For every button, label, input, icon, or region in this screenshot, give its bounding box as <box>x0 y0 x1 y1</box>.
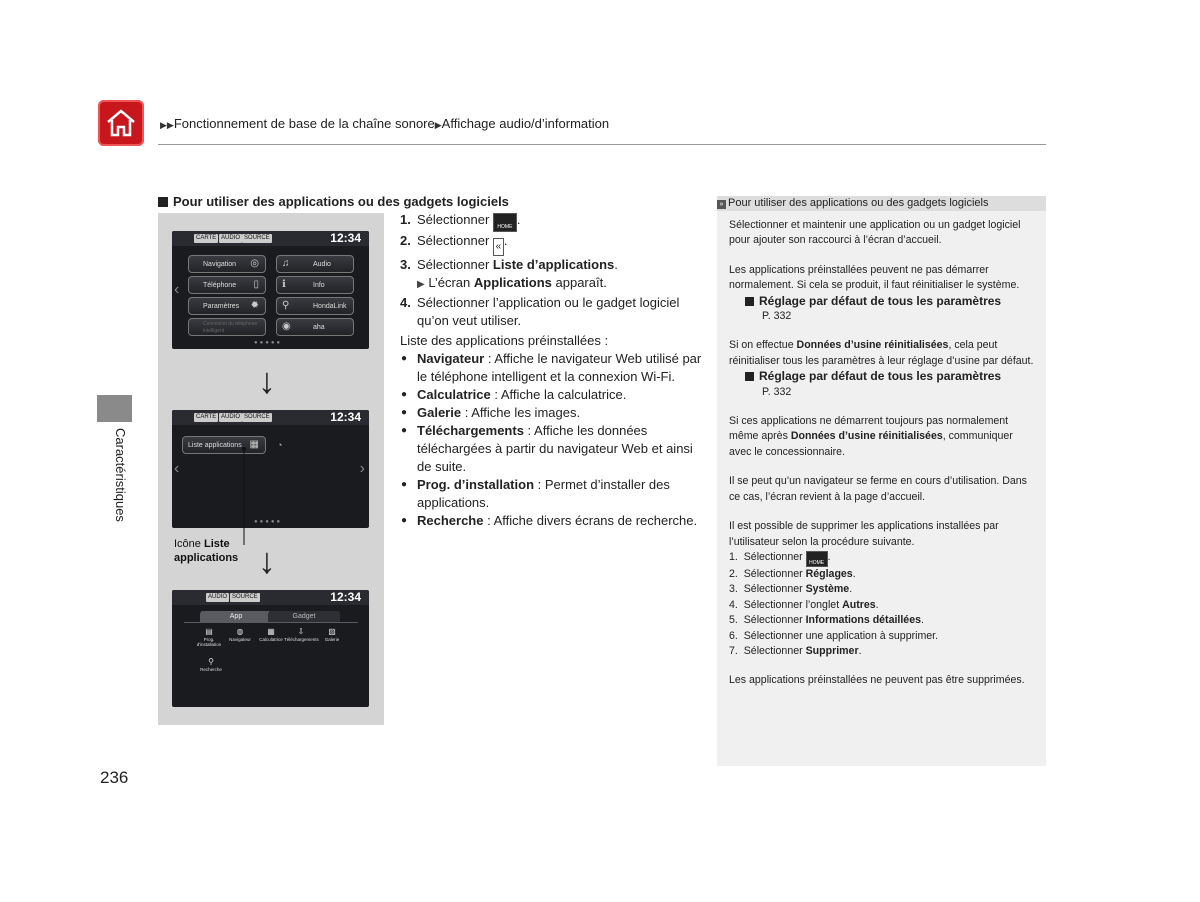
note-marker-icon: » <box>717 200 726 209</box>
aha-icon: ◉ <box>282 321 291 332</box>
apps-bullet-list <box>400 350 705 530</box>
cross-reference-page[interactable]: P. 332 <box>762 385 792 398</box>
home-screen-image <box>172 231 369 349</box>
breadcrumb <box>160 116 609 131</box>
home-button[interactable] <box>98 100 144 146</box>
cross-reference-page[interactable]: P. 332 <box>762 310 792 323</box>
apps-grid-icon: ▦ <box>249 439 259 450</box>
note-paragraph: Si ces applications ne démarrent toujours pas normalement même après Données d’usine réinitialisées, communiquer avec le concessionnaire. <box>729 415 1013 458</box>
chevron-left-icon: ‹ <box>174 460 180 477</box>
list-item: ● Galerie : Affiche les images. <box>400 404 705 422</box>
down-arrow-icon: ↓ <box>258 360 276 401</box>
header-divider <box>158 144 1046 145</box>
list-item: 4. Sélectionner l’onglet Autres. <box>729 598 879 611</box>
clock: 12:34 <box>330 231 361 245</box>
tab-app: App <box>200 611 272 622</box>
download-icon: ⇩ <box>297 627 305 636</box>
list-item: 2. Sélectionner Réglages. <box>729 567 856 580</box>
calculator-icon: ▦ <box>267 627 275 636</box>
source-button: SOURCE <box>244 235 270 241</box>
menu-parametres: Paramètres ✹ <box>188 297 266 315</box>
menu-info: ℹ Info <box>276 276 354 294</box>
list-item: ● Calculatrice : Affiche la calculatrice. <box>400 386 705 404</box>
screens-panel <box>158 213 384 725</box>
list-item: ● Téléchargements : Affiche les données téléchargées à partir du navigateur Web et ainsi de suite. <box>400 422 705 476</box>
note-paragraph: Il est possible de supprimer les applications installées par l’utilisateur selon la procédure suivante. <box>729 520 999 548</box>
delete-steps-list <box>729 550 1035 659</box>
page-dots: ●●●●● <box>254 519 283 525</box>
step-1: 1. Sélectionner HOME . <box>400 212 521 230</box>
apps-list-title: Liste des applications préinstallées : <box>400 333 609 348</box>
breadcrumb-link-1[interactable]: Fonctionnement de base de la chaîne sonore <box>173 116 435 131</box>
compass-icon: ◎ <box>250 258 259 269</box>
audio-button: AUDIO <box>208 594 228 600</box>
status-bar <box>172 410 369 425</box>
home-grid-icon: HOME <box>493 213 517 232</box>
page-number: 236 <box>100 768 129 787</box>
chevron-right-icon: › <box>359 460 365 477</box>
app-list-screen-image <box>172 590 369 707</box>
app-galerie: ▨ Galerie <box>317 627 347 642</box>
menu-navigation: Navigation ◎ <box>188 255 266 273</box>
cross-reference-link[interactable]: Réglage par défaut de tous les paramètres <box>744 369 1035 384</box>
location-icon: ⚲ <box>282 300 290 311</box>
menu-aha: ◉ aha <box>276 318 354 336</box>
notes-header: » Pour utiliser des applications ou des gadgets logiciels <box>717 196 1046 211</box>
step-4: 4. Sélectionner l’application ou le gadget logiciel qu’on veut utiliser. <box>400 295 680 328</box>
list-item: ● Prog. d’installation : Permet d’installer des applications. <box>400 476 705 512</box>
carte-button: CARTE <box>196 235 217 241</box>
app-calculatrice: ▦ Calculatrice <box>256 627 286 642</box>
side-tab-marker[interactable] <box>97 395 132 422</box>
down-arrow-icon: ↓ <box>258 540 276 581</box>
notes-body <box>729 218 1035 703</box>
list-item: 6. Sélectionner une application à supprimer. <box>729 629 939 642</box>
note-paragraph: Les applications préinstallées peuvent ne pas démarrer normalement. Si cela se produit, il faut réinitialiser le système. <box>729 263 1020 292</box>
music-note-icon: ♫ <box>282 258 290 269</box>
step-2: 2. Sélectionner « . <box>400 232 710 256</box>
side-tab-label: Caractéristiques <box>113 428 128 522</box>
menu-smartphone: Connexion du téléphone intelligent <box>188 318 266 336</box>
back-chevron-icon: « <box>493 238 504 256</box>
gallery-icon: ▨ <box>328 627 336 636</box>
chevron-left-icon: ‹ <box>174 281 180 298</box>
tab-gadget: Gadget <box>268 611 340 622</box>
menu-liste-applications: Liste applications ▦ <box>182 436 266 454</box>
globe-icon: ◍ <box>236 627 244 636</box>
app-recherche: ⚲ Recherche <box>196 657 226 672</box>
clock: 12:34 <box>330 410 361 424</box>
clock-gadget-icon: ◔ <box>277 440 283 450</box>
audio-button: AUDIO <box>221 414 241 420</box>
callout-label: Icône Liste applications <box>174 538 239 564</box>
search-icon: ⚲ <box>208 657 214 666</box>
menu-audio: ♫ Audio <box>276 255 354 273</box>
home-grid-icon: HOME <box>806 551 828 567</box>
list-item: ● Navigateur : Affiche le navigateur Web utilisé par le téléphone intelligent et la connexion Wi-Fi. <box>400 350 705 386</box>
breadcrumb-link-2[interactable]: Affichage audio/d’information <box>441 116 610 131</box>
step-3: 3. Sélectionner Liste d’applications. <box>400 257 618 272</box>
home-icon <box>105 107 137 139</box>
list-item: 7. Sélectionner Supprimer. <box>729 644 862 657</box>
step-3-result: ▶ L’écran Applications apparaît. <box>417 275 607 290</box>
phone-icon: ▯ <box>253 279 259 290</box>
breadcrumb-arrow-icon: ▶ <box>434 120 442 130</box>
square-bullet-icon <box>158 197 168 207</box>
source-button: SOURCE <box>232 594 258 600</box>
carte-button: CARTE <box>196 414 217 420</box>
cross-reference-link[interactable]: Réglage par défaut de tous les paramètres <box>744 294 1035 309</box>
info-icon: ℹ <box>282 279 286 290</box>
note-paragraph: Il se peut qu’un navigateur se ferme en cours d’utilisation. Dans ce cas, l’écran revient à la page d’accueil. <box>729 475 1027 503</box>
app-telechargements: ⇩ Téléchargements <box>284 627 319 642</box>
note-paragraph: Si on effectue Données d’usine réinitialisées, cela peut réinitialiser tous les paramètres à leur réglage d’usine par défaut. <box>729 339 1034 367</box>
app-navigateur: ◍ Navigateur <box>225 627 255 642</box>
section-title: Pour utiliser des applications ou des gadgets logiciels <box>158 194 509 209</box>
menu-telephone: Téléphone ▯ <box>188 276 266 294</box>
page-dots: ●●●●● <box>254 340 283 346</box>
note-paragraph: Les applications préinstallées ne peuvent pas être supprimées. <box>729 674 1025 687</box>
menu-hondalink: ⚲ HondaLink <box>276 297 354 315</box>
steps-list <box>400 211 710 330</box>
installer-icon: ▤ <box>205 627 213 636</box>
result-arrow-icon: ▶ <box>417 279 425 290</box>
gear-icon: ✹ <box>250 300 259 311</box>
breadcrumb-arrow-icon: ▶▶ <box>160 120 174 130</box>
list-item: 3. Sélectionner Système. <box>729 583 853 596</box>
status-bar <box>172 590 369 605</box>
note-paragraph: Sélectionner et maintenir une application ou un gadget logiciel pour ajouter son raccourci à l’écran d’accueil. <box>729 219 1021 247</box>
list-item: 1. Sélectionner HOME . <box>729 550 831 566</box>
list-item: ● Recherche : Affiche divers écrans de recherche. <box>400 512 705 530</box>
audio-button: AUDIO <box>221 235 241 241</box>
list-item: 5. Sélectionner Informations détaillées. <box>729 614 924 627</box>
status-bar <box>172 231 369 246</box>
app-prog-installation: ▤ Prog. d'installation <box>194 627 224 647</box>
clock: 12:34 <box>330 590 361 604</box>
notes-sidebar <box>717 196 1046 766</box>
source-button: SOURCE <box>244 414 270 420</box>
